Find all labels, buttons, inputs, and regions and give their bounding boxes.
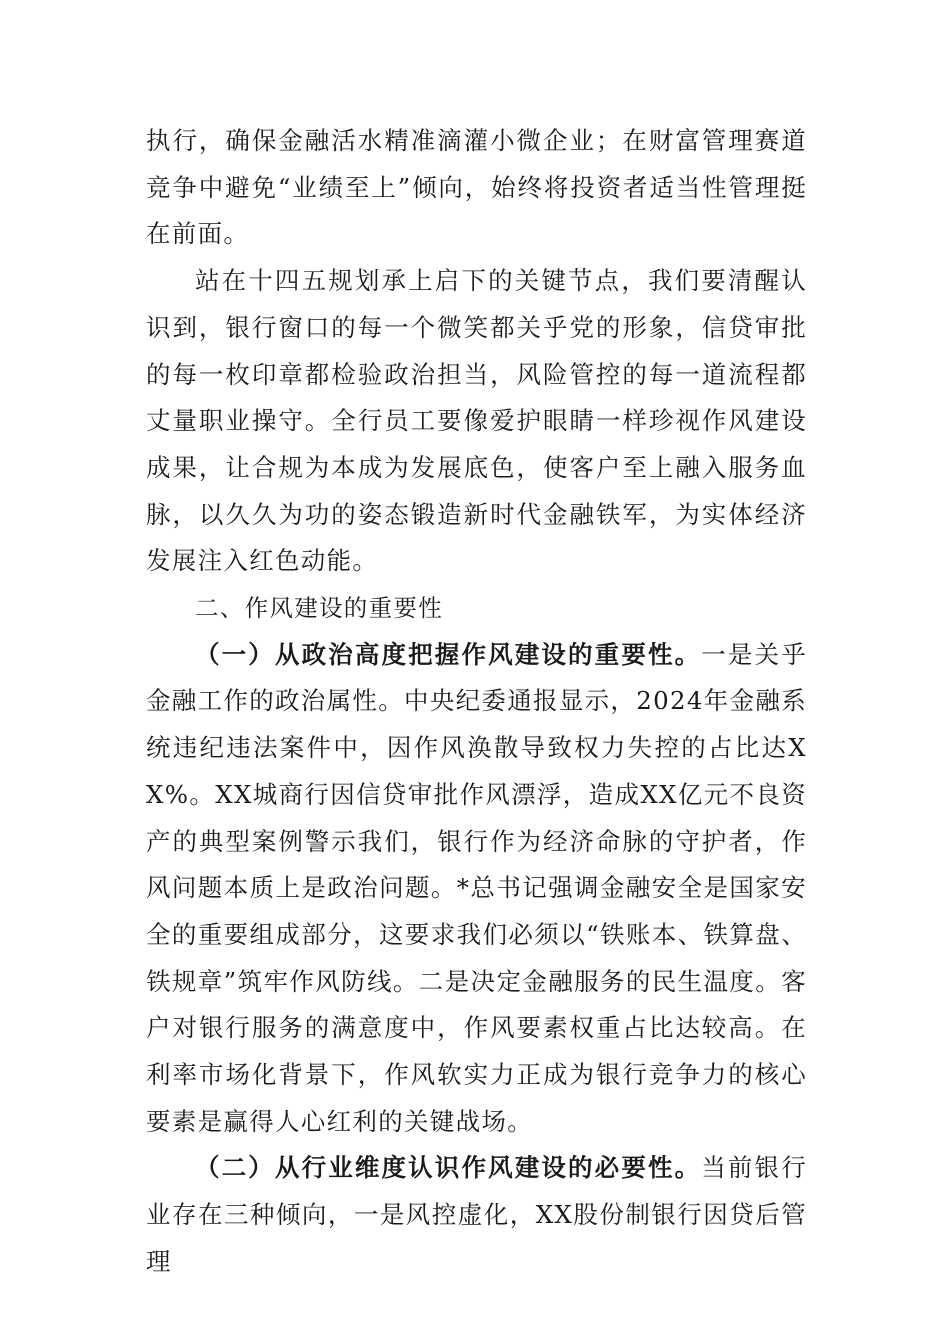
subsection-lead: （一）从政治高度把握作风建设的重要性。 bbox=[195, 639, 702, 669]
subsection-industry-dimension bbox=[146, 1145, 807, 1285]
subsection-lead: （二）从行业维度认识作风建设的必要性。 bbox=[195, 1153, 702, 1183]
subsection-body: 一是关乎金融工作的政治属性。中央纪委通报显示，2024年金融系统违纪违法案件中，因作风涣散导致权力失控的占比达XX%。XX城商行因信贷审批作风漂浮，造成XX亿元不良资产的典型案例警示我们，银行作为经济命脉的守护者，作风问题本质上是政治问题。*总书记强调金融安全是国家安全的重要组成部分，这要求我们必须以“铁账本、铁算盘、铁规章”筑牢作风防线。二是决定金融服务的民生温度。客户对银行服务的满意度中，作风要素权重占比达较高。在利率市场化背景下，作风软实力正成为银行竞争力的核心要素是赢得人心红利的关键战场。 bbox=[146, 639, 808, 1136]
subsection-political-height bbox=[146, 632, 807, 1146]
section-heading: 二、作风建设的重要性 bbox=[195, 594, 443, 623]
paragraph-key-node: 站在十四五规划承上启下的关键节点，我们要清醒认识到，银行窗口的每一个微笑都关乎党的形象，信贷审批的每一枚印章都检验政治担当，风险管控的每一道流程都丈量职业操守。全行员工要像爱护眼睛一样珍视作风建设成果，让合规为本成为发展底色，使客户至上融入服务血脉，以久久为功的姿态锻造新时代金融铁军，为实体经济发展注入红色动能。 bbox=[146, 266, 807, 576]
paragraph-continued: 执行，确保金融活水精准滴灌小微企业；在财富管理赛道竞争中避免“业绩至上”倾向，始终将投资者适当性管理挺在前面。 bbox=[146, 126, 807, 249]
subsection-body: 当前银行业存在三种倾向，一是风控虚化，XX股份制银行因贷后管理 bbox=[146, 1153, 808, 1276]
document-body bbox=[146, 118, 807, 1286]
